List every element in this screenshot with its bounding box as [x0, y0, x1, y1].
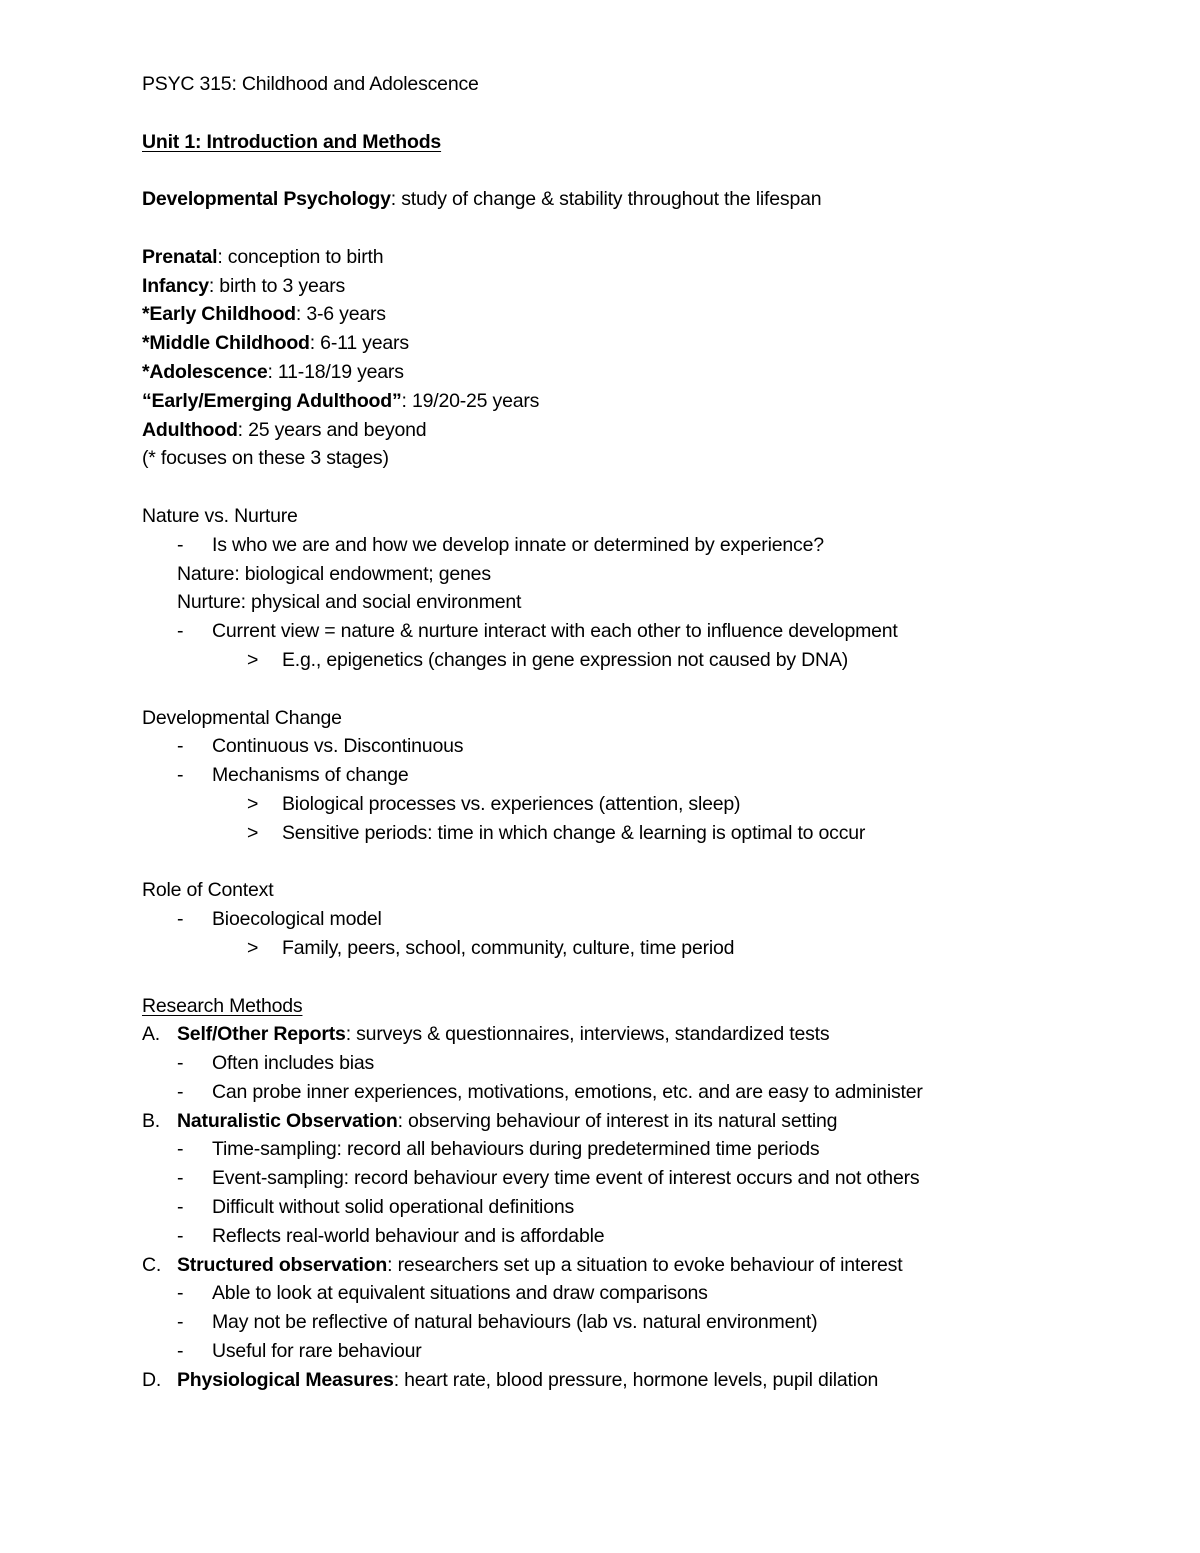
context-section — [142, 876, 1142, 962]
list-item: - Time-sampling: record all behaviours during predetermined time periods — [177, 1138, 820, 1161]
list-item: - Mechanisms of change — [177, 764, 409, 787]
list-subitem: > Sensitive periods: time in which change & learning is optimal to occur — [247, 821, 866, 844]
method-item: A. Self/Other Reports: surveys & questionnaires, interviews, standardized tests — [142, 1023, 830, 1046]
method-item: C. Structured observation: researchers set up a situation to evoke behaviour of interest — [142, 1253, 903, 1276]
list-item: - Difficult without solid operational definitions — [177, 1196, 575, 1219]
dev-psych-definition: Developmental Psychology: study of change & stability throughout the lifespan — [142, 188, 822, 211]
nurture-line: Nurture: physical and social environment — [177, 591, 522, 614]
list-item: - May not be reflective of natural behaviours (lab vs. natural environment) — [177, 1311, 818, 1334]
list-item: - Can probe inner experiences, motivations, emotions, etc. and are easy to administer — [177, 1080, 923, 1103]
nature-section — [142, 502, 1142, 675]
change-heading: Developmental Change — [142, 706, 342, 729]
context-heading: Role of Context — [142, 879, 274, 902]
nature-line: Nature: biological endowment; genes — [177, 562, 491, 585]
stage-item: Infancy: birth to 3 years — [142, 274, 346, 297]
method-item: B. Naturalistic Observation: observing behaviour of interest in its natural setting — [142, 1109, 838, 1132]
list-item: - Often includes bias — [177, 1052, 375, 1075]
methods-heading: Research Methods — [142, 994, 303, 1017]
list-item: - Is who we are and how we develop innate or determined by experience? — [177, 533, 824, 556]
stage-item: Adulthood: 25 years and beyond — [142, 418, 427, 441]
change-section — [142, 704, 1142, 848]
nature-heading: Nature vs. Nurture — [142, 504, 298, 527]
stages-note: (* focuses on these 3 stages) — [142, 447, 389, 470]
list-item: - Able to look at equivalent situations and draw comparisons — [177, 1282, 708, 1305]
list-subitem: > E.g., epigenetics (changes in gene expression not caused by DNA) — [247, 648, 849, 671]
list-item: - Reflects real-world behaviour and is affordable — [177, 1224, 605, 1247]
stages-list — [142, 243, 1142, 473]
stage-item: *Early Childhood: 3-6 years — [142, 303, 386, 326]
stage-item: Prenatal: conception to birth — [142, 245, 384, 268]
list-item: - Continuous vs. Discontinuous — [177, 735, 464, 758]
stage-item: *Middle Childhood: 6-11 years — [142, 332, 409, 355]
list-item: - Event-sampling: record behaviour every time event of interest occurs and not others — [177, 1167, 920, 1190]
list-item: - Useful for rare behaviour — [177, 1340, 422, 1363]
unit-title: Unit 1: Introduction and Methods — [142, 130, 442, 153]
list-item: - Current view = nature & nurture interact with each other to influence development — [177, 620, 898, 643]
list-subitem: > Family, peers, school, community, culture, time period — [247, 936, 735, 959]
methods-section — [142, 992, 1142, 1395]
document-page — [142, 70, 1142, 1395]
course-title: PSYC 315: Childhood and Adolescence — [142, 73, 479, 95]
stage-item: *Adolescence: 11-18/19 years — [142, 360, 404, 383]
list-subitem: > Biological processes vs. experiences (attention, sleep) — [247, 792, 741, 815]
method-item: D. Physiological Measures: heart rate, blood pressure, hormone levels, pupil dilation — [142, 1368, 879, 1391]
stage-item: “Early/Emerging Adulthood”: 19/20-25 years — [142, 389, 540, 412]
list-item: - Bioecological model — [177, 908, 382, 931]
